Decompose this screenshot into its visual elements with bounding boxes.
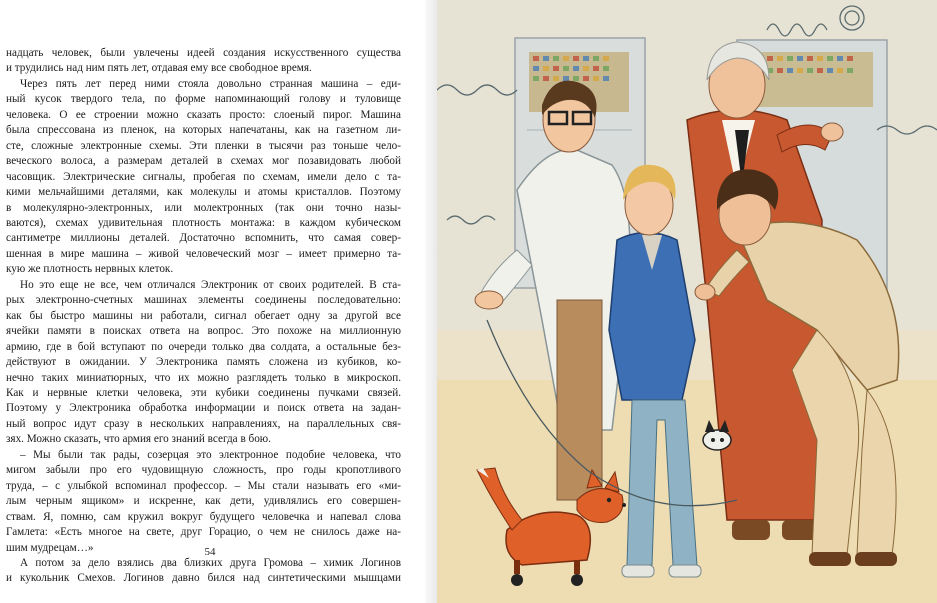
- text-line: ный вопрос идут сразу в нескольких направлениях, на параллельных свя-: [6, 417, 401, 430]
- text-line: Через пять лет перед ними стояла довольно странная машина – еди-: [20, 77, 401, 90]
- text-line: веческого волоса, а размерам деталей в схемах мог позавидовать любой: [6, 155, 401, 168]
- text-line: мигом забыли про его чудовищную сложность, про годы кропотливого: [6, 464, 401, 477]
- text-page: [0, 0, 425, 603]
- text-line: Поэтому у Электроника обработка информации и поиск ответа на задан-: [6, 402, 401, 415]
- text-line: зях. Можно сказать, что армия его знаний всегда в бою.: [6, 433, 271, 446]
- illustration: [437, 0, 937, 603]
- text-line: и кукольник Смехов. Логинов давно бился над синтетическими мышцами: [6, 572, 401, 585]
- text-line: часовщик. Электрические сигналы, пробегая по схемам, имели дело с та-: [6, 170, 401, 183]
- text-line: ваются), схемах удивительная плотность монтажа: в каждом кубическом: [6, 216, 401, 229]
- text-line: Как и нервные клетки человека, эти кубики соединены пучками связей.: [6, 386, 401, 399]
- text-line: надцать человек, были увлечены идеей создания искусственного существа: [6, 47, 401, 59]
- text-line: была спрессована из пленок, на которых напечатаны, как на газетном ли-: [6, 124, 401, 137]
- text-line: нечно таких миниатюрных, что их можно разглядеть только в микроскоп.: [6, 371, 401, 384]
- text-line: – Мы были так рады, созерцая это электронное подобие человека, что: [20, 448, 401, 461]
- text-line: ный кусок твердого тела, по форме напоминающий голову и туловище: [6, 93, 401, 106]
- body-text: [6, 46, 401, 587]
- book-gutter: [425, 0, 437, 603]
- text-line: сте, сложные электронные схемы. Эти пленки в тысячи раз тоньше чело-: [6, 139, 401, 152]
- text-line: действуют в ожидании. У Электроника память сложена из кубиков, ко-: [6, 356, 401, 369]
- text-line: рых электронно-счетных машинах элементы соединены последовательно:: [6, 294, 401, 307]
- illustration-scene: [437, 0, 937, 603]
- text-line: кими мельчайшими деталями, как молекулы и атомы кристаллов. Поэтому: [6, 186, 401, 199]
- text-line: как бы быстро машины ни работали, сигнал обегает одну за другой все: [6, 309, 401, 322]
- text-line: человека. О ее строении можно сказать просто: слоеный пирог. Машина: [6, 108, 401, 121]
- text-line: армию, где в бой вступают по очереди только два солдата, а остальные без-: [6, 340, 401, 353]
- text-line: кую же плотность нервных клеток.: [6, 263, 174, 276]
- text-line: лым черным ящиком» и искренне, как дети, удивлялись его совершен-: [6, 495, 401, 508]
- text-line: ячейки памяти в поисках ответа на вопрос. Это похоже на миллионную: [6, 325, 401, 338]
- text-line: Но это еще не все, чем отличался Электроник от своих родителей. В ста-: [20, 278, 401, 291]
- text-line: ствам. Я, помню, сам кружил вокруг будущего человечка и напевал слова: [6, 510, 401, 523]
- text-line: шенная в мире машина – живой человеческий мозг – имеет примерно та-: [6, 247, 401, 260]
- text-line: шим мудрецам…»: [6, 541, 94, 554]
- page-number: 54: [204, 546, 216, 558]
- text-line: Гамлета: «Есть многое на свете, друг Горацио, о чем не снилось даже на-: [6, 526, 401, 539]
- text-line: в молекулярно-электронных, или молектронных (так они точно назы-: [6, 201, 401, 214]
- text-line: и трудились над ним пять лет, отдавая ему все свободное время.: [6, 62, 312, 75]
- text-line: А потом за дело взялись два близких друга Громова – химик Логинов: [20, 556, 401, 569]
- text-line: сантиметре миллионы деталей. Достаточно вспомнить, что самая совер-: [6, 232, 401, 245]
- text-line: труда, – с улыбкой вспоминал профессор. – Мы стали называть его «ми-: [6, 479, 401, 492]
